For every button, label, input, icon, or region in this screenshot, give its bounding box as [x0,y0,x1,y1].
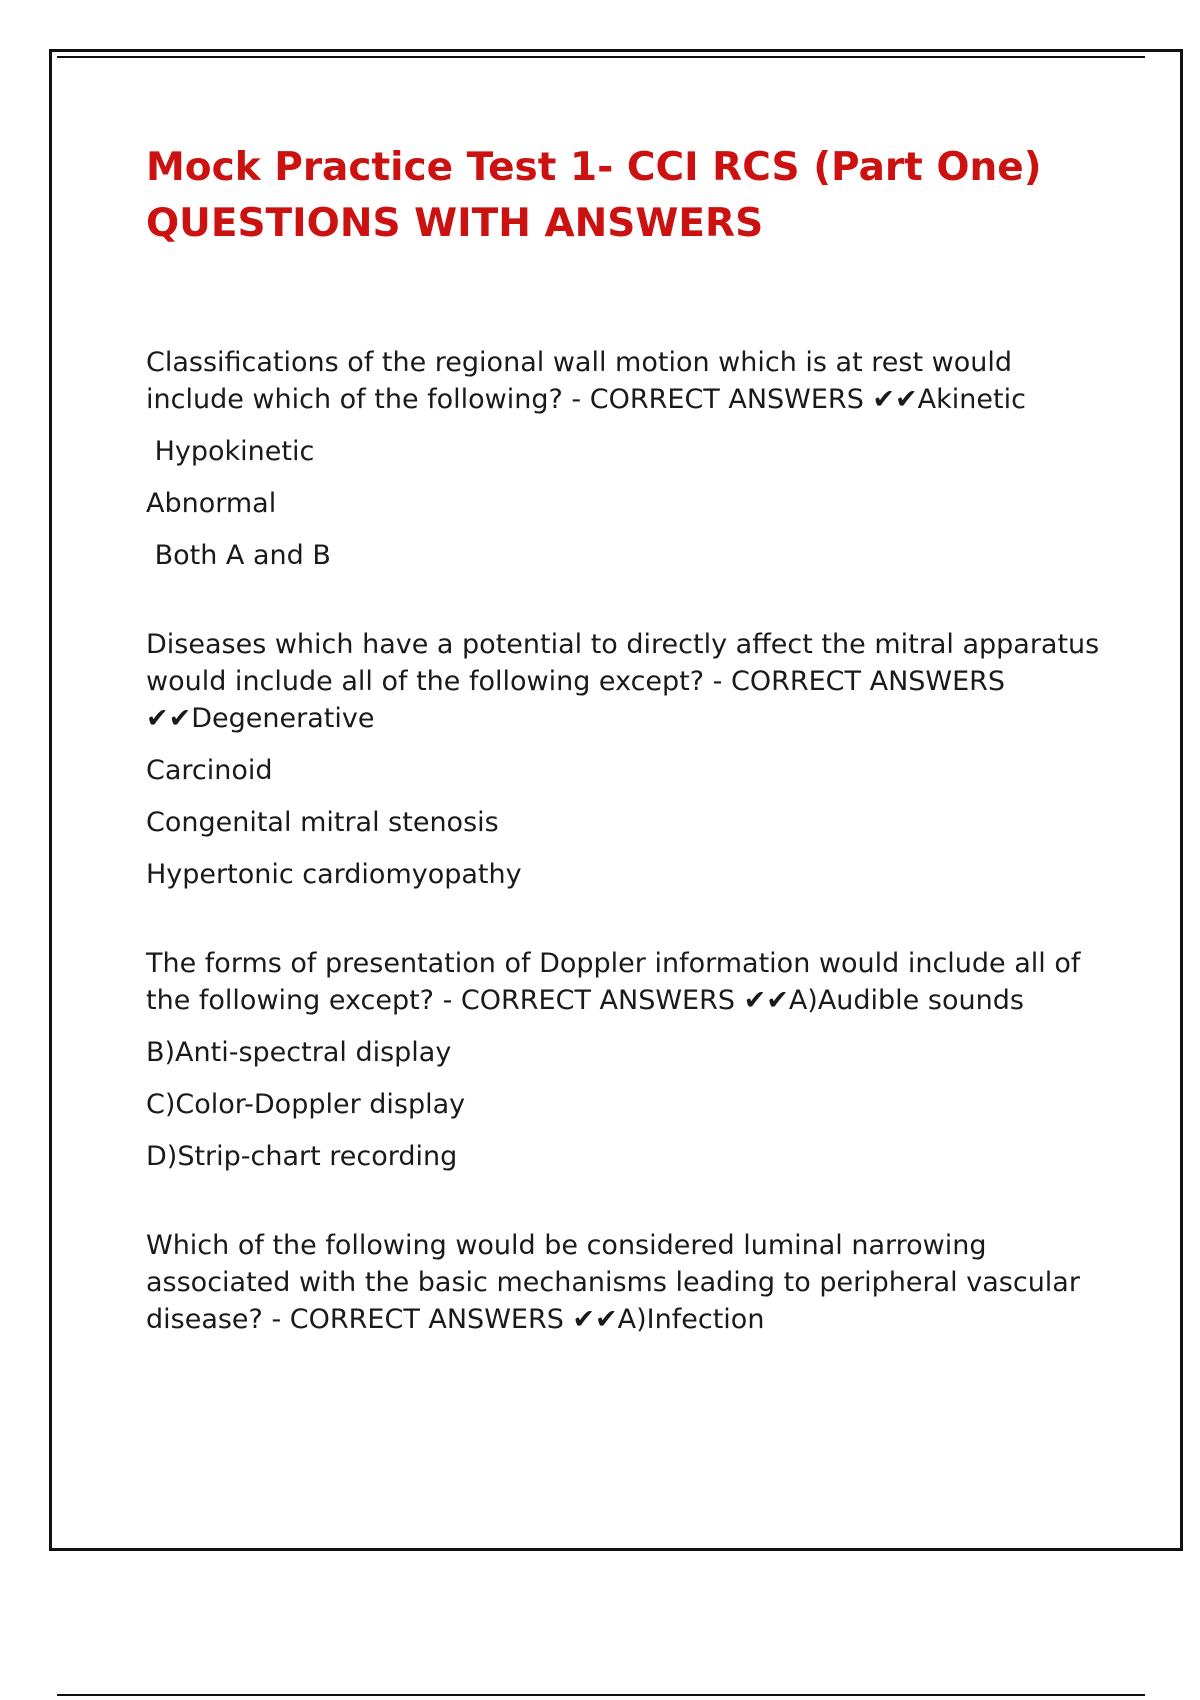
question-text-4: Which of the following would be considered luminal narrowing associated with the basic mechanisms leading to peripheral vascular disease? - CORRECT ANSWERS ✔✔A)Infection [146,1230,1080,1335]
question-list [146,344,1106,1338]
answer-option: Abnormal [146,488,277,519]
title-line-2: QUESTIONS WITH ANSWERS [146,201,764,246]
document-content [146,140,1106,1390]
answer-option: Carcinoid [146,755,273,786]
question-block-2 [146,626,1106,893]
answer-option: C)Color-Doppler display [146,1089,466,1120]
answer-option: Both A and B [146,540,331,571]
question-block-1 [146,344,1106,574]
question-text-3: The forms of presentation of Doppler information would include all of the following except? - CORRECT ANSWERS ✔✔A)Audible sounds [146,948,1081,1016]
answer-option: Congenital mitral stenosis [146,807,499,838]
answer-option: Hypertonic cardiomyopathy [146,859,522,890]
bottom-divider [57,1694,1145,1696]
question-block-4 [146,1227,1106,1338]
question-block-3 [146,945,1106,1175]
question-text-1: Classifications of the regional wall motion which is at rest would include which of the following? - CORRECT ANSWERS ✔✔Akinetic [146,347,1026,415]
title-line-1: Mock Practice Test 1- CCI RCS (Part One) [146,145,1042,190]
answer-option: Hypokinetic [146,436,315,467]
top-divider [57,56,1145,58]
answer-option: B)Anti-spectral display [146,1037,452,1068]
answer-option: D)Strip-chart recording [146,1141,458,1172]
question-text-2: Diseases which have a potential to directly affect the mitral apparatus would include all of the following except? - CORRECT ANSWERS ✔✔Degenerative [146,629,1100,734]
document-title [146,140,1106,252]
